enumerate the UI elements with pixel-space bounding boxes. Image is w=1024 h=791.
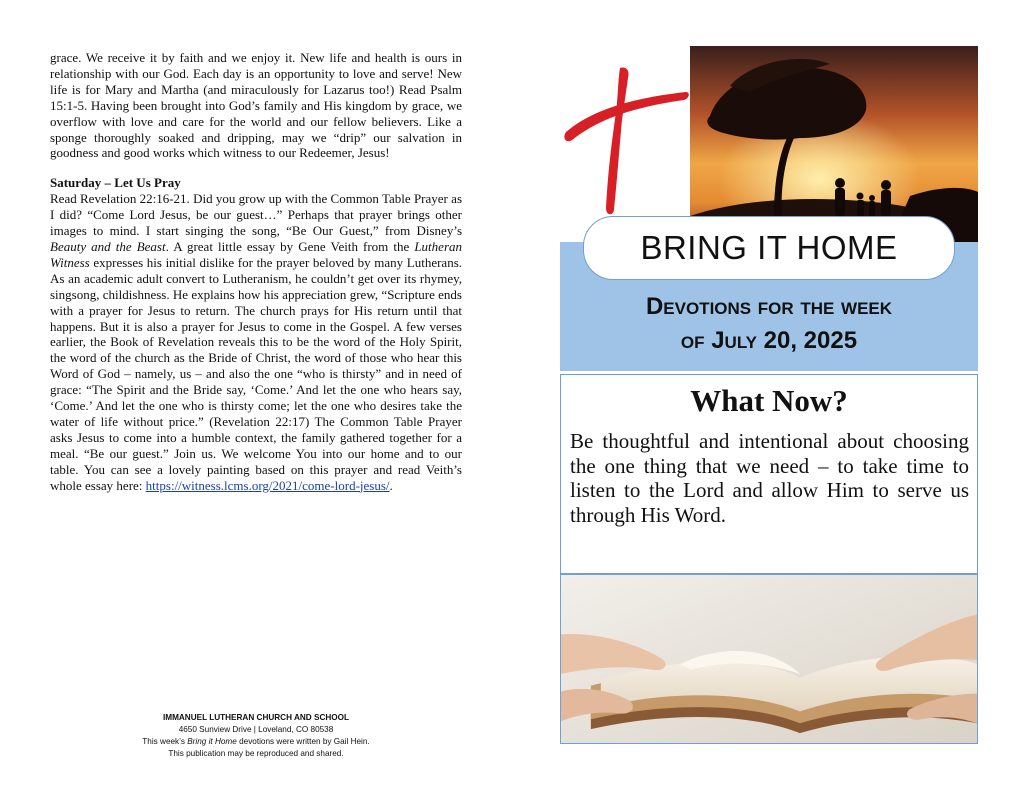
cross-icon (562, 60, 692, 220)
subtitle-line-1: Devotions for the week (645, 293, 893, 320)
devotion-text-column (50, 50, 462, 493)
movie-title: Beauty and the Beast (50, 238, 166, 254)
footer-credit (100, 736, 412, 748)
saturday-text-2: . A great little essay by Gene Veith from the (165, 238, 415, 254)
footer-address: 4650 Sunview Drive | Loveland, CO 80538 (178, 725, 334, 734)
saturday-heading: Saturday – Let Us Pray (50, 175, 181, 191)
open-bible-photo (560, 574, 978, 744)
what-now-body: Be thoughtful and intentional about choosing the one thing that we need – to take time to listen to the Lord and allow Him to serve us through His Word. (570, 429, 969, 527)
footer-credit-pre: This week’s (142, 737, 188, 746)
intro-paragraph: grace. We receive it by faith and we enjoy it. New life and health is ours in relationship with our God. Each day is an opportunity to love and serve! New life is for Mary and Martha (and miraculously for Lazarus too!) Read Psalm 15:1-5. Having been brought into God’s family and His kingdom by grace, we overflow with love and care for the world and our fellow believers. Like a sponge thoroughly soaked and dripping, may we “drip” our salvation in goodness and good works which witness to our Redeemer, Jesus! (50, 50, 462, 161)
footer-credit-italic: Bring it Home (187, 737, 237, 746)
footer-reproduce: This publication may be reproduced and shared. (168, 749, 344, 758)
devotion-subtitle (560, 290, 978, 358)
sunset-family-photo (690, 46, 978, 242)
magazine-title: Lutheran Witness (50, 238, 462, 270)
what-now-box (560, 374, 978, 574)
saturday-paragraph (50, 191, 462, 493)
footer-credit-post: devotions were written by Gail Hein. (236, 737, 370, 746)
publication-footer (100, 712, 412, 760)
essay-link[interactable]: https://witness.lcms.org/2021/come-lord-jesus/ (145, 477, 390, 493)
footer-org: IMMANUEL LUTHERAN CHURCH AND SCHOOL (162, 713, 350, 722)
saturday-text-end: . (389, 477, 393, 493)
saturday-text-1: Read Revelation 22:16-21. Did you grow up with the Common Table Prayer as I did? “Come Lord Jesus, be our guest…” Perhaps that prayer brings other images to mind. I start singing the song, “Be Our Guest,” from Disney’s (50, 191, 462, 239)
subtitle-line-2: of July 20, 2025 (680, 327, 858, 354)
what-now-heading: What Now? (690, 383, 848, 418)
publication-title: BRING IT HOME (583, 216, 955, 280)
saturday-text-3: expresses his initial dislike for the prayer beloved by many Lutherans. As an academic adult convert to Lutheranism, he couldn’t get over its rhymey, singsong, childishness. He explains how his appreciation grew, “Scripture ends with a prayer for Jesus to return. The church prays for His return until that happens. But it is also a prayer for Jesus to come in the Gospel. A few verses earlier, the Book of Revelation reveals this to be the word of the Holy Spirit, the word of the church as the Bride of Christ, the word of those who hear this Word of God – namely, us – and also the one “who is thirsty” and in need of grace: “The Spirit and the Bride say, ‘Come.’ And let the one who hears say, ‘Come.’ And let the one who is thirsty come; let the one who desires take the water of life without price.” (Revelation 22:17) The Common Table Prayer asks Jesus to come into a humble context, the family gathered together for a meal. “Be our guest.” Join us. We welcome You into our home and to our table. You can see a lovely painting based on this prayer and read Veith’s whole essay here: (50, 254, 462, 493)
